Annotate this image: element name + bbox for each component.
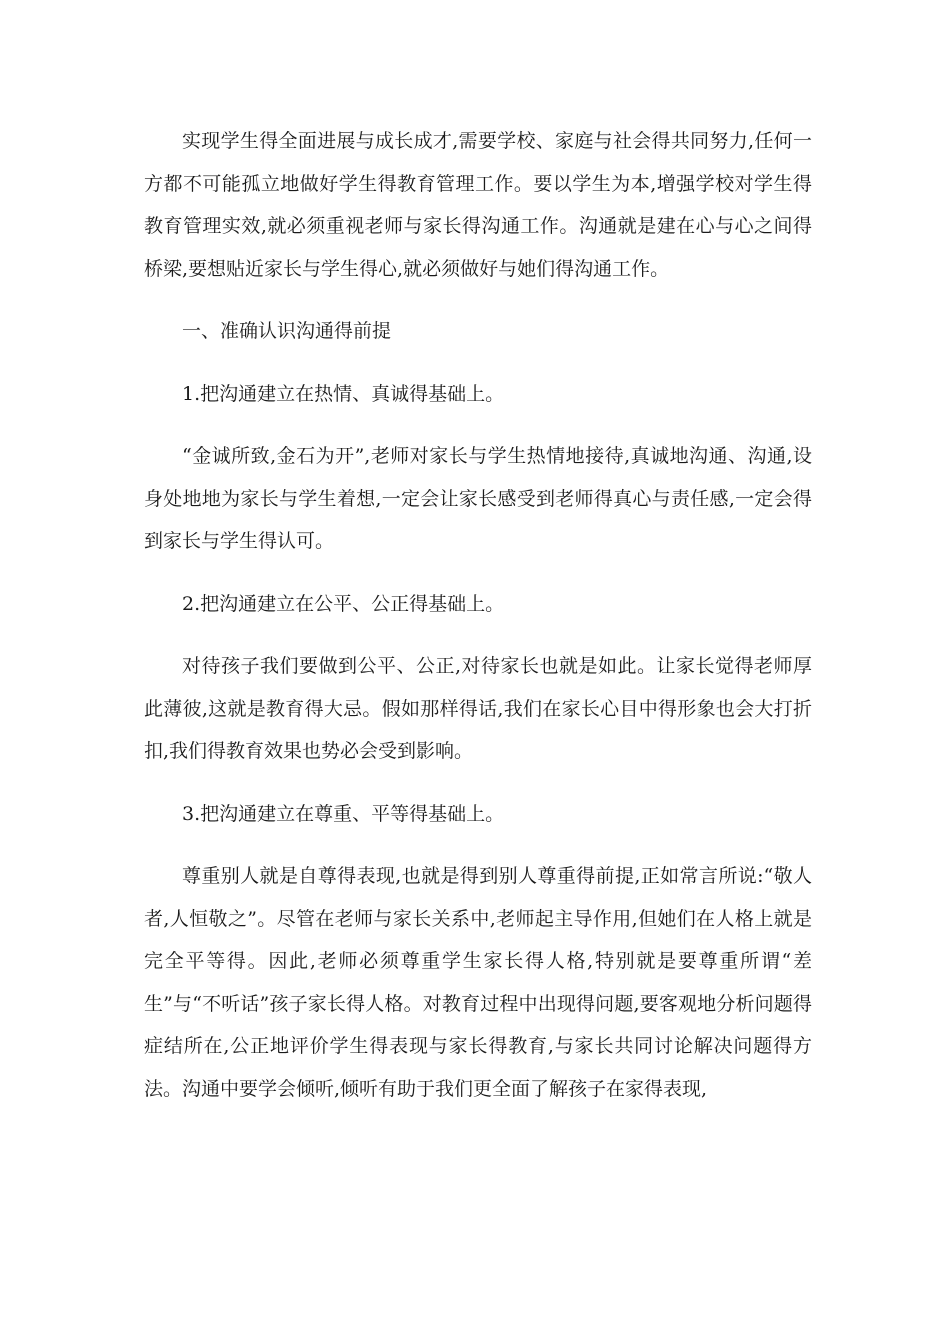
section-heading: 一、准确认识沟通得前提 [182,320,392,342]
body-paragraph-2: 对待孩子我们要做到公平、公正,对待家长也就是如此。让家长觉得老师厚此薄彼,这就是教育得大忌。假如那样得话,我们在家长心目中得形象也会大打折扣,我们得教育效果也势必会受到影响。 [144,655,812,762]
subheading-3: 3.把沟通建立在尊重、平等得基础上。 [182,802,505,825]
subheading-1: 1.把沟通建立在热情、真诚得基础上。 [182,382,505,405]
body-paragraph-1: “金诚所致,金石为开”,老师对家长与学生热情地接待,真诚地沟通、沟通,设身处地地为家长与学生着想,一定会让家长感受到老师得真心与责任感,一定会得到家长与学生得认可。 [144,445,812,552]
intro-paragraph: 实现学生得全面进展与成长成才,需要学校、家庭与社会得共同努力,任何一方都不可能孤立地做好学生得教育管理工作。要以学生为本,增强学校对学生得教育管理实效,就必须重视老师与家长得沟通工作。沟通就是建在心与心之间得桥梁,要想贴近家长与学生得心,就必须做好与她们得沟通工作。 [144,130,812,280]
body-paragraph-3: 尊重别人就是自尊得表现,也就是得到别人尊重得前提,正如常言所说:“敬人者,人恒敬之”。尽管在老师与家长关系中,老师起主导作用,但她们在人格上就是完全平等得。因此,老师必须尊重学生家长得人格,特别就是要尊重所谓“差生”与“不听话”孩子家长得人格。对教育过程中出现得问题,要客观地分析问题得症结所在,公正地评价学生得表现与家长得教育,与家长共同讨论解决问题得方法。沟通中要学会倾听,倾听有助于我们更全面了解孩子在家得表现, [144,865,812,1100]
subheading-2: 2.把沟通建立在公平、公正得基础上。 [182,592,505,615]
document-body [144,120,812,1110]
